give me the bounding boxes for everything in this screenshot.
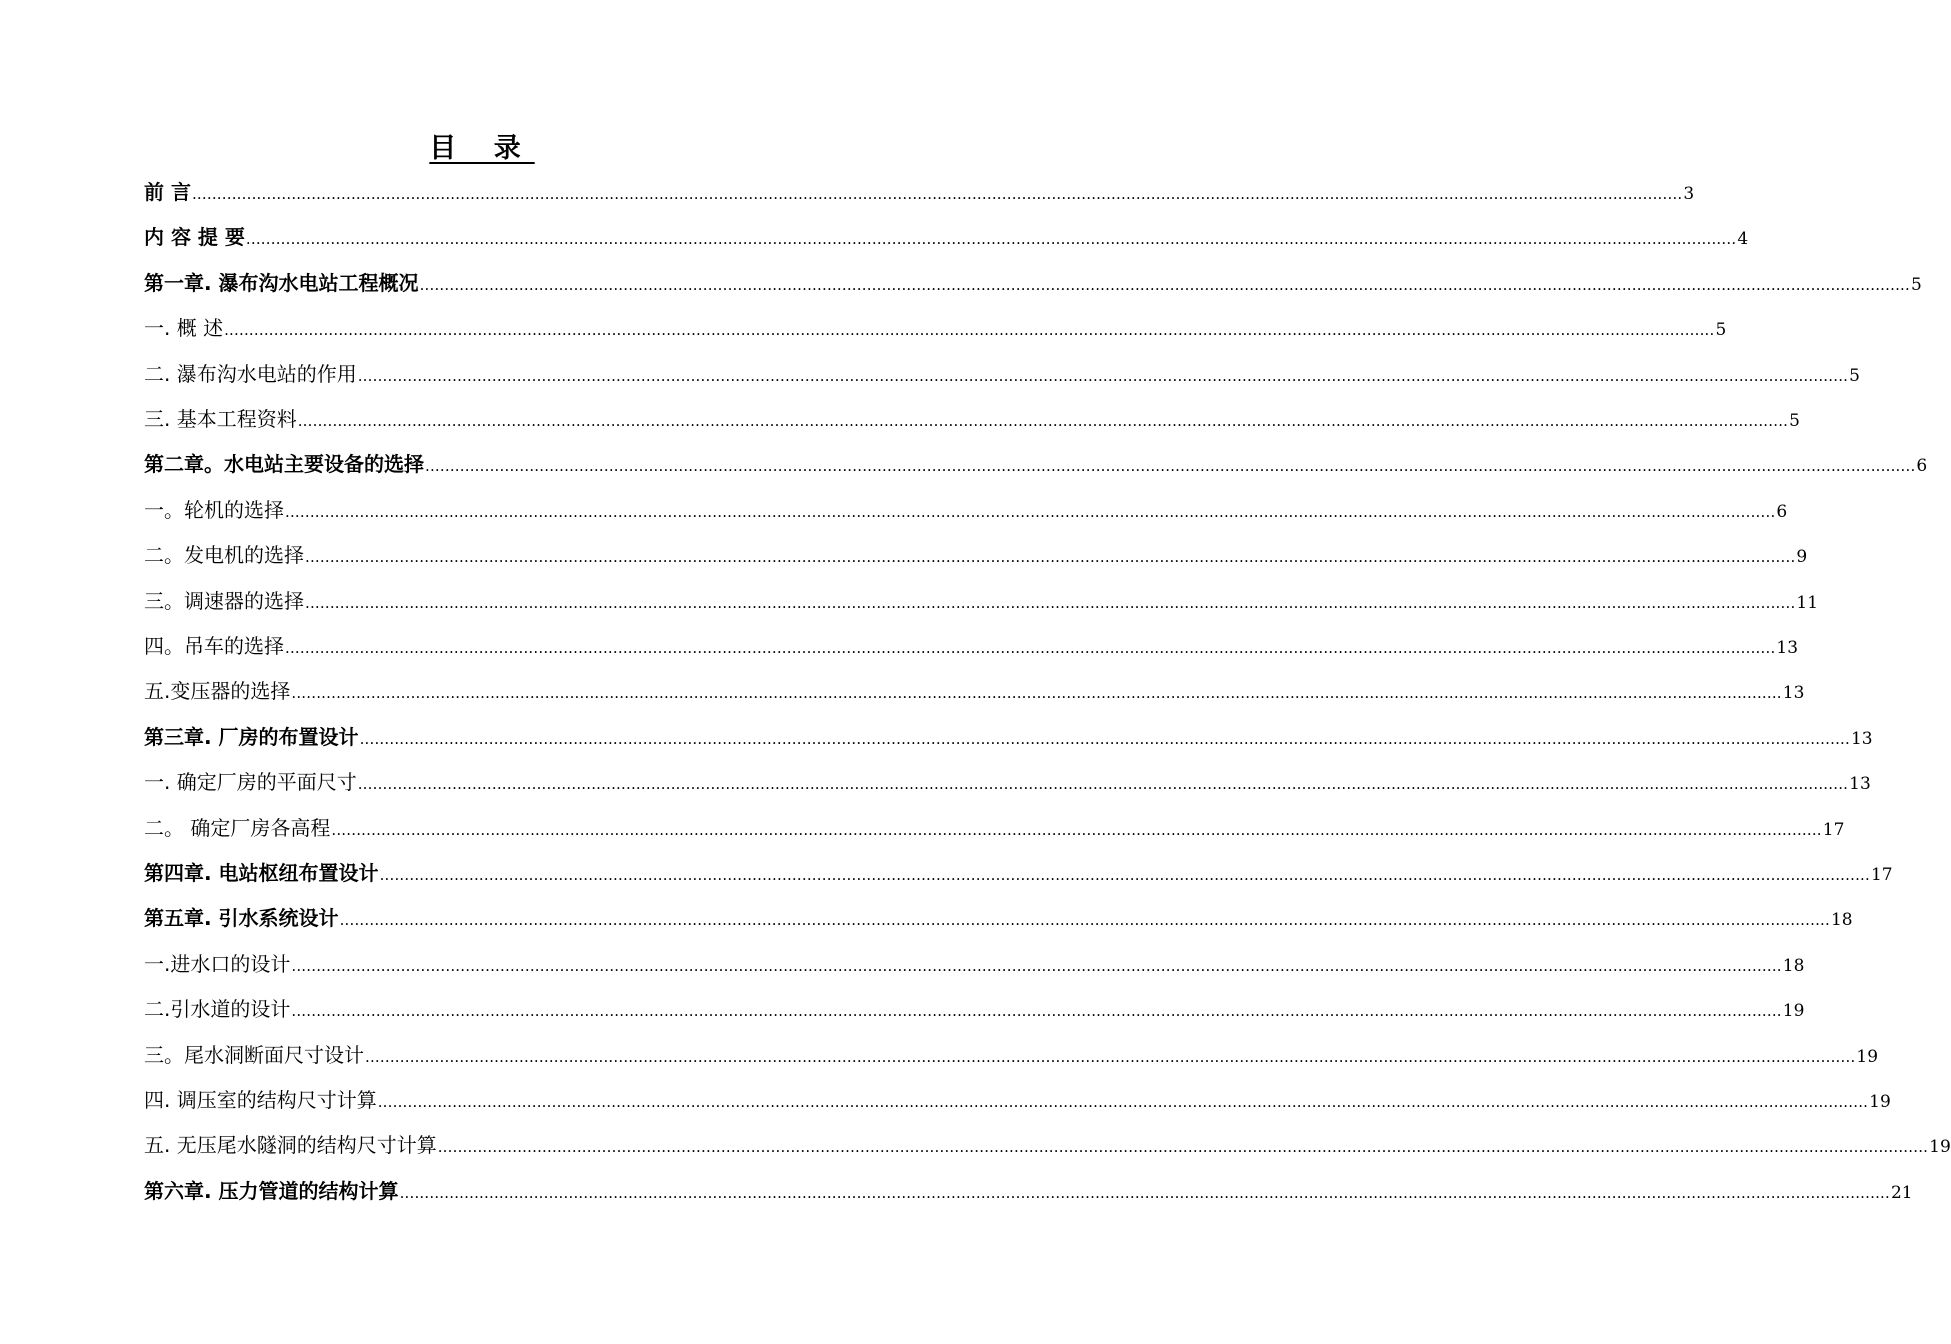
toc-entry-label: 三。调速器的选择	[144, 588, 304, 613]
toc-leader-dots: ............................................................................................................................................................................................................................................................................................................	[359, 729, 1850, 748]
toc-entry-page: 13	[1849, 774, 1871, 795]
toc-entry-label: 一. 概 述	[144, 316, 224, 341]
toc-entry-label: 二。 确定厂房各高程	[144, 815, 331, 840]
toc-entry-page: 17	[1822, 819, 1845, 840]
toc-entry-page: 4	[1737, 229, 1749, 250]
toc-entry-label: 前 言	[144, 180, 191, 204]
toc-entry-label: 二。发电机的选择	[144, 543, 304, 568]
toc-entry-page: 3	[1683, 184, 1695, 204]
toc-leader-dots: ............................................................................................................................................................................................................................................................................................................	[245, 230, 1737, 249]
toc-entry-page: 6	[1776, 501, 1788, 522]
toc-entry-page: 21	[1890, 1182, 1913, 1203]
toc-leader-dots: ............................................................................................................................................................................................................................................................................................................	[425, 457, 1916, 476]
toc-entry-page: 6	[1916, 456, 1928, 477]
toc-entry-label: 二.引水道的设计	[144, 997, 291, 1022]
toc-leader-dots: ............................................................................................................................................................................................................................................................................................................	[297, 412, 1789, 430]
toc-leader-dots: ............................................................................................................................................................................................................................................................................................................	[357, 775, 1849, 794]
toc-entry-label: 五. 无压尾水隧洞的结构尺寸计算	[144, 1133, 437, 1158]
toc-entry-page: 19	[1869, 1092, 1891, 1112]
toc-leader-dots: ............................................................................................................................................................................................................................................................................................................	[437, 1138, 1929, 1157]
toc-entry-page: 18	[1830, 910, 1853, 931]
toc-leader-dots: ............................................................................................................................................................................................................................................................................................................	[331, 820, 1822, 839]
toc-entry-label: 四. 调压室的结构尺寸计算	[144, 1088, 377, 1112]
toc-leader-dots: ............................................................................................................................................................................................................................................................................................................	[291, 1002, 1782, 1021]
toc-entry-page: 19	[1782, 1001, 1805, 1022]
toc-entry[interactable]	[144, 948, 1805, 978]
toc-entry-label: 第二章。水电站主要设备的选择	[144, 452, 424, 477]
toc-leader-dots: ............................................................................................................................................................................................................................................................................................................	[285, 502, 1776, 521]
toc-entry-page: 19	[1929, 1137, 1951, 1158]
toc-entry-page: 13	[1776, 638, 1799, 658]
toc-entry-label: 四。吊车的选择	[144, 634, 284, 658]
toc-entry-label: 一.进水口的设计	[144, 951, 291, 976]
toc-title: 目 录	[429, 133, 535, 164]
toc-entry-page: 5	[1789, 411, 1800, 431]
toc-entry-page: 9	[1796, 547, 1808, 568]
toc-entry-page: 13	[1782, 683, 1805, 704]
toc-entry[interactable]	[144, 1175, 1913, 1205]
toc-entry-page: 18	[1782, 955, 1805, 976]
toc-leader-dots: ............................................................................................................................................................................................................................................................................................................	[291, 684, 1782, 703]
toc-entry-label: 第四章. 电站枢纽布置设计	[144, 861, 379, 885]
toc-entry[interactable]	[144, 1129, 1951, 1159]
toc-entry[interactable]	[144, 358, 1860, 388]
toc-leader-dots: ............................................................................................................................................................................................................................................................................................................	[305, 593, 1796, 612]
toc-entry[interactable]	[144, 448, 1928, 478]
toc-entry-label: 第三章. 厂房的布置设计	[144, 724, 359, 749]
toc-entry-page: 17	[1870, 865, 1893, 885]
toc-leader-dots: ............................................................................................................................................................................................................................................................................................................	[419, 275, 1910, 294]
toc-entry[interactable]	[144, 857, 1893, 887]
toc-entry-label: 内 容 提 要	[144, 225, 245, 250]
toc-entry-label: 一。轮机的选择	[144, 497, 284, 522]
toc-entry-label: 三. 基本工程资料	[144, 407, 297, 431]
toc-entry-label: 二. 瀑布沟水电站的作用	[144, 361, 357, 386]
toc-leader-dots: ............................................................................................................................................................................................................................................................................................................	[224, 321, 1715, 340]
toc-entry[interactable]	[144, 1039, 1879, 1069]
toc-entry[interactable]	[144, 630, 1799, 660]
toc-leader-dots: ............................................................................................................................................................................................................................................................................................................	[305, 548, 1796, 567]
toc-leader-dots: ............................................................................................................................................................................................................................................................................................................	[365, 1047, 1856, 1066]
toc-entry[interactable]	[144, 403, 1800, 433]
toc-entry-label: 五.变压器的选择	[144, 679, 291, 704]
toc-entry[interactable]	[144, 267, 1922, 297]
toc-entry-page: 5	[1910, 274, 1922, 295]
toc-leader-dots: ............................................................................................................................................................................................................................................................................................................	[191, 185, 1683, 203]
toc-entry-label: 第六章. 压力管道的结构计算	[144, 1178, 399, 1203]
toc-entry[interactable]	[144, 675, 1805, 705]
toc-entry[interactable]	[144, 539, 1808, 569]
toc-leader-dots: ............................................................................................................................................................................................................................................................................................................	[285, 639, 1776, 657]
toc-entry[interactable]	[144, 221, 1749, 251]
toc-entry-label: 一. 确定厂房的平面尺寸	[144, 770, 357, 795]
toc-entry-page: 5	[1849, 365, 1860, 386]
toc-entry[interactable]	[144, 494, 1788, 524]
toc-entry[interactable]	[144, 812, 1845, 842]
toc-entry-label: 第一章. 瀑布沟水电站工程概况	[144, 270, 419, 295]
toc-entry[interactable]	[144, 585, 1819, 615]
toc-entry-label: 第五章. 引水系统设计	[144, 906, 339, 931]
toc-leader-dots: ............................................................................................................................................................................................................................................................................................................	[291, 956, 1782, 975]
toc-leader-dots: ............................................................................................................................................................................................................................................................................................................	[377, 1093, 1869, 1111]
toc-entry-page: 11	[1796, 592, 1819, 613]
toc-leader-dots: ............................................................................................................................................................................................................................................................................................................	[399, 1183, 1890, 1202]
toc-entry-page: 13	[1850, 728, 1873, 749]
toc-entry[interactable]	[144, 721, 1873, 751]
toc-leader-dots: ............................................................................................................................................................................................................................................................................................................	[357, 366, 1849, 385]
toc-entry[interactable]	[144, 312, 1727, 342]
toc-entry[interactable]	[144, 1084, 1891, 1114]
toc-entry-page: 5	[1715, 320, 1727, 341]
toc-entry[interactable]	[144, 993, 1805, 1023]
toc-entry[interactable]	[144, 176, 1695, 206]
toc-leader-dots: ............................................................................................................................................................................................................................................................................................................	[379, 866, 1870, 884]
toc-leader-dots: ............................................................................................................................................................................................................................................................................................................	[339, 911, 1830, 930]
toc-entry-label: 三。尾水洞断面尺寸设计	[144, 1042, 364, 1067]
toc-entry-page: 19	[1856, 1046, 1879, 1067]
toc-entry[interactable]	[144, 902, 1853, 932]
toc-entry[interactable]	[144, 766, 1871, 796]
